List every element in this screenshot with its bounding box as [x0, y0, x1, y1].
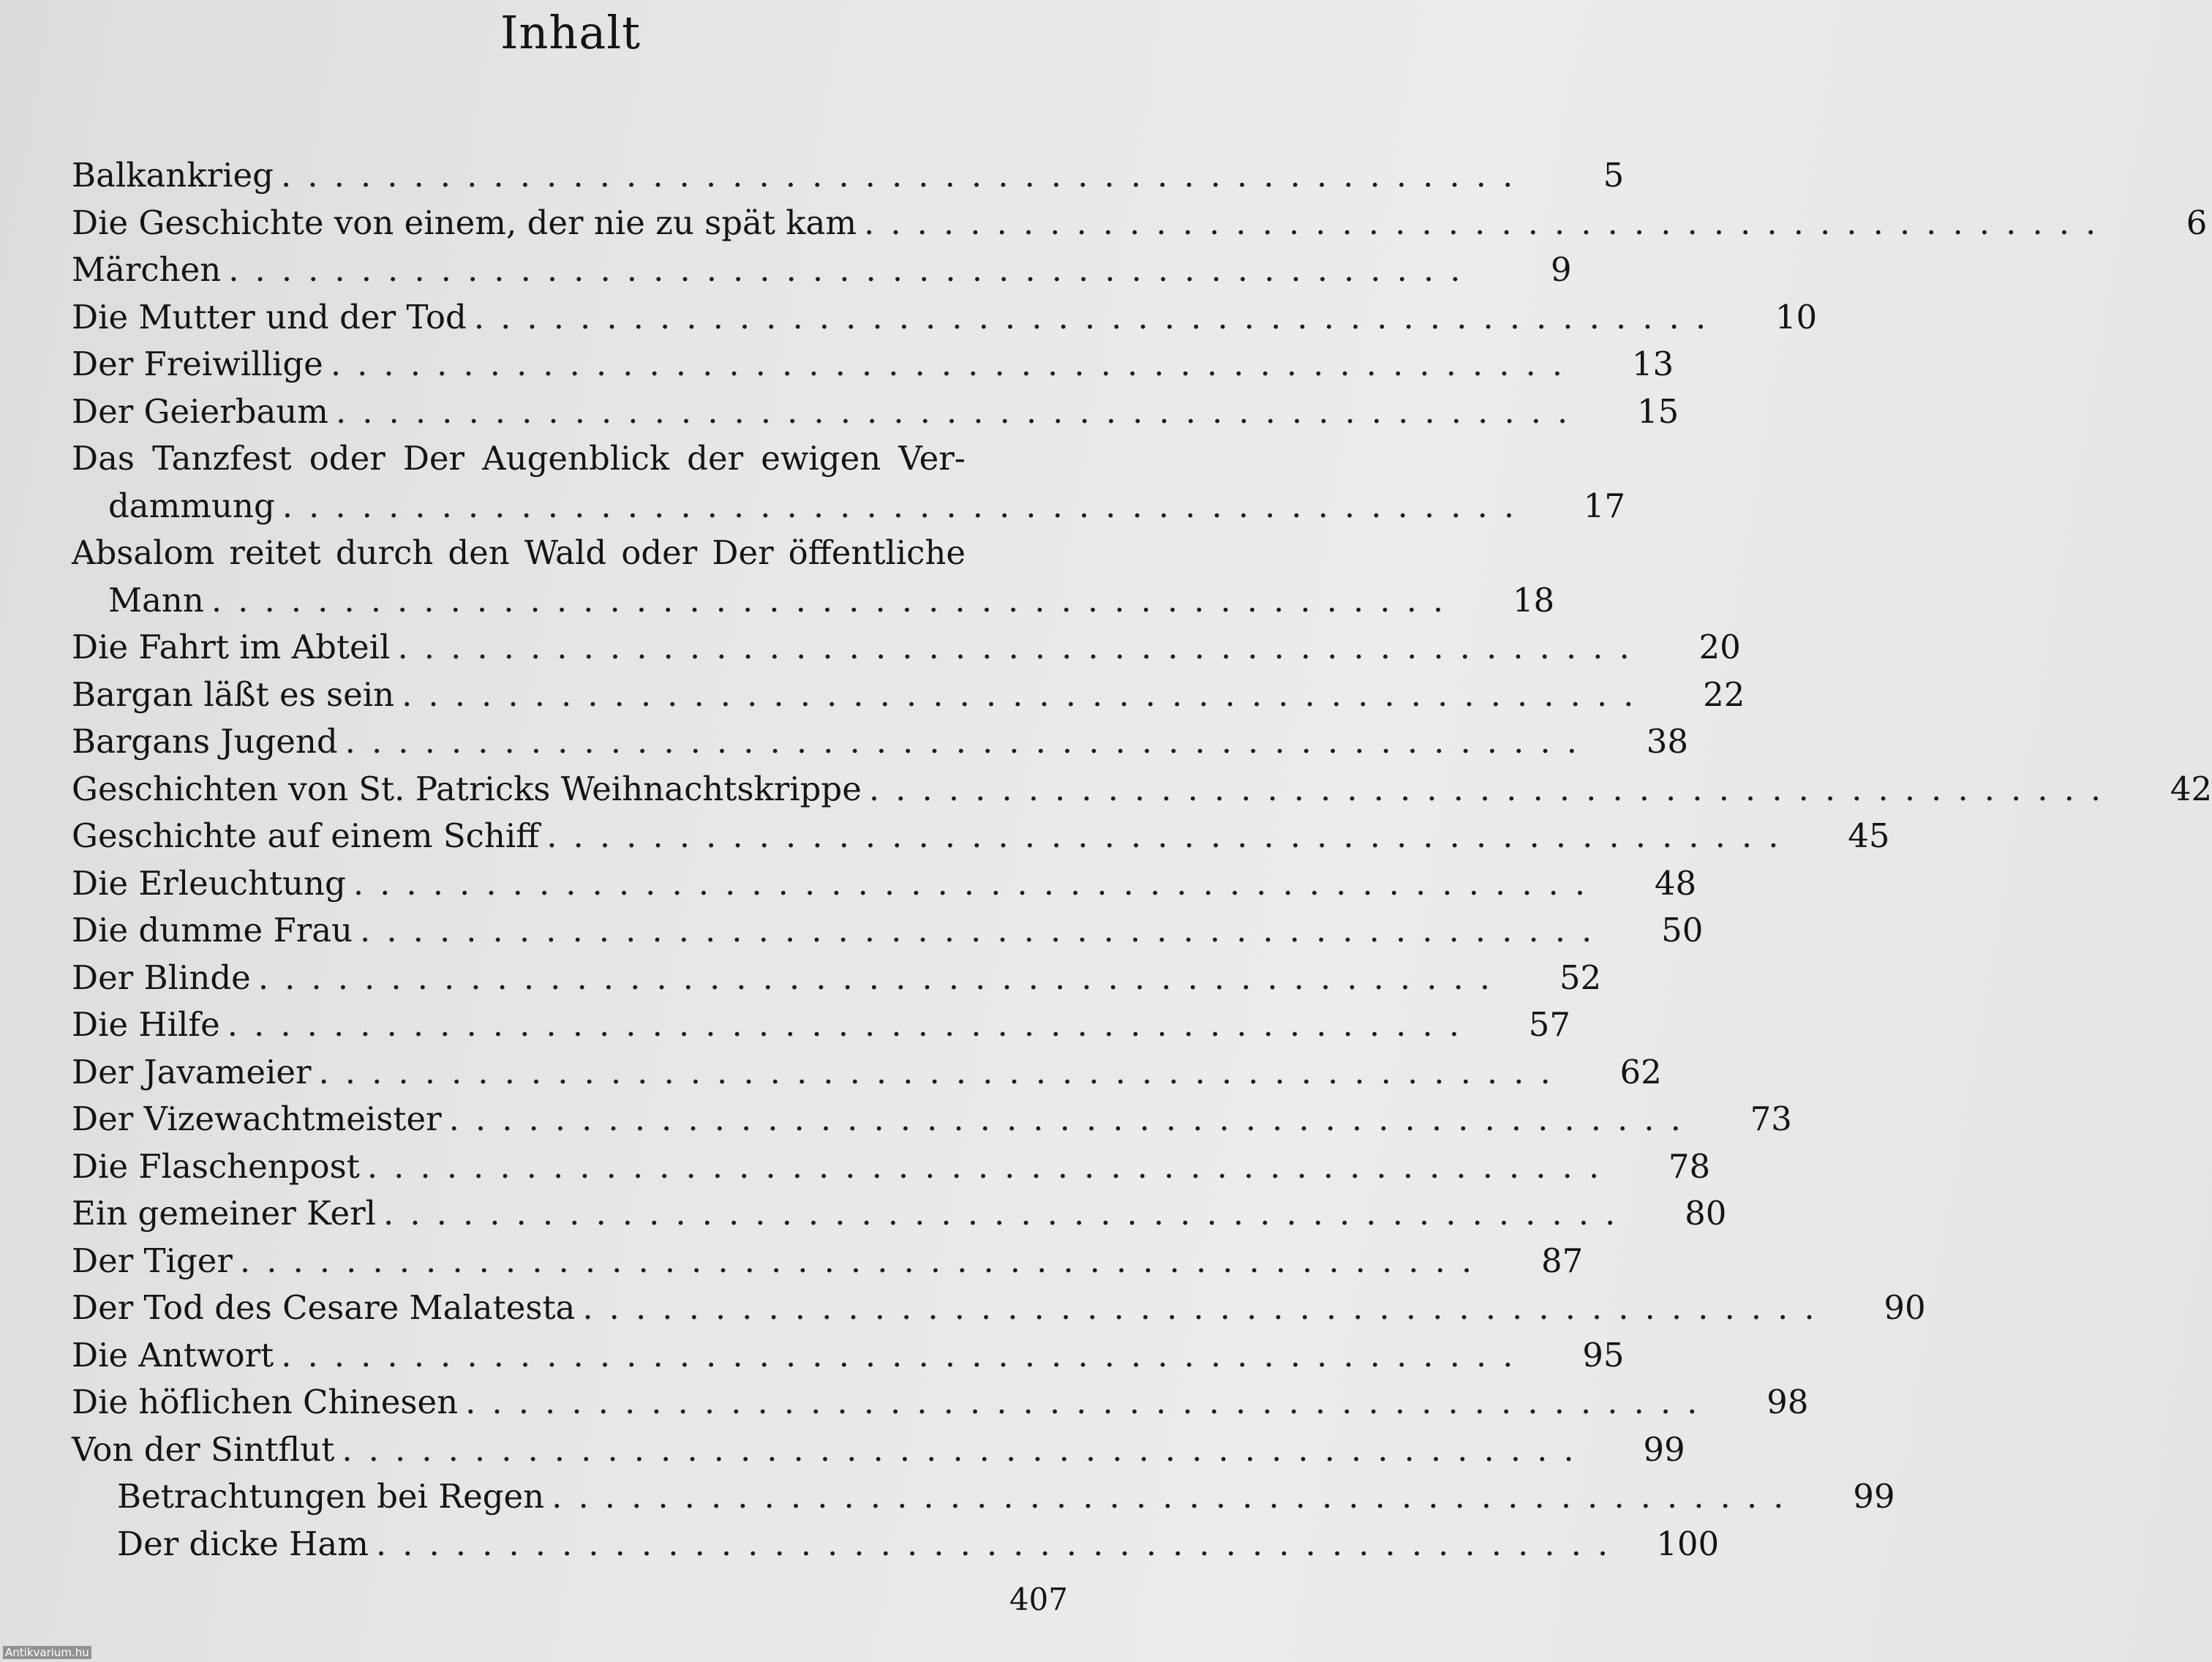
toc-entry-title: Der Blinde — [72, 958, 251, 997]
toc-entry-page: 99 — [1853, 1477, 1895, 1516]
leader-dots: ............................................... — [342, 1429, 1590, 1469]
toc-entry-title: Die Fahrt im Abteil — [72, 628, 391, 666]
toc-entry-title: Der Javameier — [72, 1052, 312, 1091]
watermark: Antikvarium.hu — [3, 1646, 91, 1659]
toc-entry-title: Der Geierbaum — [72, 391, 328, 431]
toc-entry — [72, 247, 1572, 294]
toc-entry-continuation — [72, 483, 1626, 530]
toc-entry-title-line2: Mann — [108, 580, 204, 620]
toc-entry-page: 52 — [1559, 958, 1602, 997]
page-title: Inhalt — [500, 6, 642, 59]
toc-entry-page: 100 — [1656, 1524, 1720, 1563]
toc-entry — [72, 200, 2208, 247]
toc-entry-page: 13 — [1631, 345, 1674, 383]
toc-entry-page: 42 — [2170, 769, 2212, 808]
leader-dots: ............................................... — [318, 1052, 1567, 1091]
toc-entry-page: 62 — [1620, 1052, 1662, 1091]
toc-entry-page: 48 — [1654, 863, 1697, 903]
toc-entry-page: 22 — [1703, 674, 1745, 714]
toc-entry — [72, 860, 1697, 908]
toc-entry — [72, 152, 1625, 200]
toc-entry-title: Der dicke Ham — [117, 1524, 369, 1563]
leader-dots: ............................................... — [375, 1524, 1625, 1563]
toc-subentry — [72, 1473, 1895, 1521]
toc-entry — [72, 530, 1555, 624]
toc-entry — [72, 955, 1602, 1002]
leader-dots: ............................................... — [864, 203, 2113, 242]
toc-entry-page: 5 — [1603, 156, 1625, 195]
toc-entry — [72, 813, 1890, 860]
leader-dots: ............................................... — [227, 1005, 1476, 1044]
toc-subentry — [72, 1521, 1720, 1568]
leader-dots: ............................................... — [473, 297, 1723, 336]
toc-entry-page: 6 — [2186, 203, 2208, 242]
toc-entry-title: Märchen — [72, 250, 222, 289]
leader-dots: ............................................... — [465, 1383, 1714, 1421]
leader-dots: ............................................... — [582, 1288, 1831, 1327]
toc-entry-title: Betrachtungen bei Regen — [117, 1477, 545, 1516]
leader-dots: ............................................... — [335, 391, 1584, 431]
leader-dots: ............................................... — [366, 1146, 1616, 1186]
leader-dots: ............................................... — [281, 1335, 1530, 1375]
toc-entry — [72, 1332, 1625, 1380]
toc-entry-title: Balkankrieg — [72, 156, 274, 195]
leader-dots: ............................................... — [282, 486, 1531, 525]
leader-dots: ............................................... — [257, 958, 1507, 997]
toc-entry-title: Die höflichen Chinesen — [72, 1383, 459, 1421]
toc-entry-continuation — [72, 577, 1555, 625]
toc-entry — [72, 1143, 1711, 1191]
toc-entry-title: Die Antwort — [72, 1335, 274, 1375]
page-number: 407 — [1009, 1582, 1068, 1617]
toc-entry-page: 17 — [1583, 486, 1626, 525]
toc-entry-title: Die Mutter und der Tod — [72, 297, 467, 336]
toc-entry-title-line1: Absalom reitet durch den Wald oder Der öffentliche — [72, 533, 966, 572]
toc-entry-page: 15 — [1636, 391, 1679, 431]
toc-entry-page: 20 — [1698, 628, 1741, 666]
leader-dots: ............................................... — [397, 628, 1646, 666]
toc-entry-page: 57 — [1528, 1005, 1571, 1044]
toc-entry-page: 45 — [1848, 816, 1890, 855]
toc-entry-page: 50 — [1661, 911, 1704, 950]
toc-entry-title: Der Vizewachtmeister — [72, 1099, 442, 1138]
leader-dots: ............................................... — [868, 769, 2118, 808]
toc-entry-page: 99 — [1643, 1429, 1685, 1469]
toc-entry-page: 90 — [1884, 1288, 1926, 1327]
toc-entry — [72, 907, 1704, 955]
toc-entry-title: Die Geschichte von einem, der nie zu spät kam — [72, 203, 857, 242]
leader-dots: ............................................... — [280, 156, 1530, 195]
toc-entry — [72, 624, 1741, 672]
leader-dots: ............................................... — [353, 863, 1602, 903]
leader-dots: ............................................... — [228, 250, 1477, 289]
toc-entry — [72, 1049, 1662, 1097]
toc-entry — [72, 1285, 1926, 1332]
toc-entry — [72, 672, 1745, 719]
leader-dots: ............................................... — [211, 580, 1460, 620]
toc-entry-title: Die dumme Frau — [72, 911, 353, 950]
table-of-contents — [72, 152, 2212, 1568]
toc-entry-page: 9 — [1550, 250, 1572, 289]
toc-entry — [72, 1426, 1685, 1474]
toc-entry-title: Der Tiger — [72, 1241, 233, 1280]
toc-entry — [72, 435, 1626, 530]
toc-entry — [72, 1190, 1727, 1238]
leader-dots: ............................................... — [330, 345, 1579, 383]
leader-dots: ............................................... — [345, 722, 1593, 761]
toc-entry-page: 78 — [1668, 1146, 1711, 1186]
toc-entry-title: Der Tod des Cesare Malatesta — [72, 1288, 576, 1327]
toc-entry-page: 87 — [1540, 1241, 1584, 1280]
toc-entry-page: 80 — [1685, 1194, 1727, 1233]
toc-entry-page: 73 — [1750, 1099, 1792, 1138]
toc-entry-title: Die Hilfe — [72, 1005, 220, 1044]
toc-entry-page: 18 — [1512, 580, 1555, 620]
toc-entry-title: Die Erleuchtung — [72, 863, 346, 903]
leader-dots: ............................................... — [546, 816, 1795, 855]
leader-dots: ............................................... — [383, 1194, 1632, 1233]
leader-dots: ............................................... — [360, 911, 1609, 950]
toc-entry-title: Der Freiwillige — [72, 345, 323, 383]
toc-entry — [72, 1238, 1584, 1285]
toc-entry — [72, 718, 1688, 766]
toc-entry — [72, 341, 1674, 388]
leader-dots: ............................................... — [448, 1099, 1697, 1138]
toc-entry-title: Die Flaschenpost — [72, 1146, 360, 1186]
toc-entry-title-line2: dammung — [108, 486, 275, 525]
toc-entry-title: Geschichten von St. Patricks Weihnachtskrippe — [72, 769, 862, 808]
toc-entry — [72, 766, 2212, 813]
toc-entry — [72, 1379, 1809, 1426]
leader-dots: ............................................... — [402, 674, 1650, 714]
toc-entry — [72, 1096, 1792, 1143]
toc-entry-page: 10 — [1775, 297, 1818, 336]
toc-entry-title: Von der Sintflut — [72, 1429, 335, 1469]
toc-entry-page: 38 — [1646, 722, 1688, 761]
toc-entry-page: 98 — [1767, 1383, 1809, 1421]
toc-entry-title: Geschichte auf einem Schiff — [72, 816, 540, 855]
toc-entry-page: 95 — [1582, 1335, 1625, 1375]
toc-entry — [72, 388, 1679, 436]
leader-dots: ............................................... — [239, 1241, 1489, 1280]
toc-entry — [72, 294, 1818, 342]
toc-entry — [72, 1001, 1571, 1049]
leader-dots: ............................................... — [552, 1477, 1800, 1516]
toc-entry-title: Bargans Jugend — [72, 722, 338, 761]
toc-entry-title: Bargan läßt es sein — [72, 674, 395, 714]
toc-entry-title-line1: Das Tanzfest oder Der Augenblick der ewigen Ver- — [72, 439, 966, 478]
toc-entry-title: Ein gemeiner Kerl — [72, 1194, 377, 1233]
